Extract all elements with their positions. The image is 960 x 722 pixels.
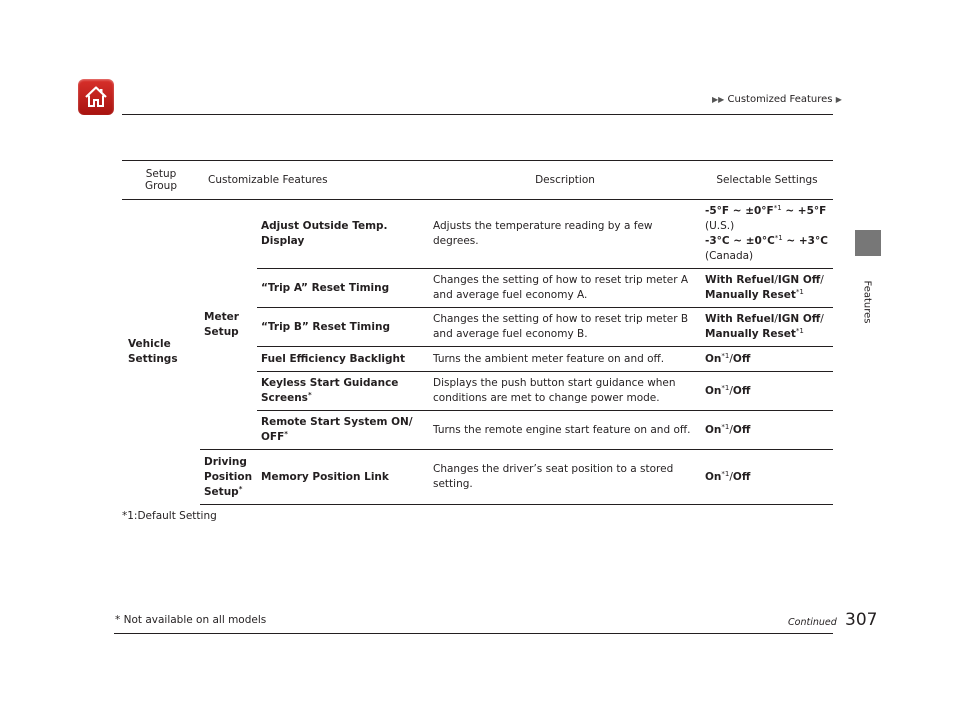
customized-features-table — [122, 160, 833, 505]
section-tab-marker[interactable] — [855, 230, 881, 256]
default-setting-footnote: *1:Default Setting — [122, 510, 217, 522]
desc-remote-start-system: Turns the remote engine start feature on and off. — [429, 411, 701, 450]
header-description: Description — [429, 161, 701, 200]
desc-adjust-outside-temp: Adjusts the temperature reading by a few degrees. — [433, 220, 653, 247]
footer-rule — [114, 633, 833, 634]
settings-trip-a-reset: With Refuel/IGN Off/ Manually Reset$^{*1}$ — [701, 269, 833, 308]
home-icon — [83, 84, 109, 110]
feature-fuel-efficiency-backlight: Fuel Efficiency Backlight — [257, 347, 429, 372]
desc-keyless-start-guidance: Displays the push button start guidance when conditions are met to change power mode. — [429, 372, 701, 411]
feature-keyless-start-guidance: Keyless Start Guidance Screens* — [257, 372, 429, 411]
desc-fuel-efficiency-backlight: Turns the ambient meter feature on and off. — [429, 347, 701, 372]
continued-label: Continued — [788, 617, 837, 628]
page-number: 307 — [845, 610, 878, 630]
settings-trip-b-reset: With Refuel/IGN Off/ Manually Reset$^{*1}$ — [701, 308, 833, 347]
settings-remote-start-system: On$^{*1}$/Off — [701, 411, 833, 450]
feature-memory-position-link: Memory Position Link — [257, 450, 429, 505]
header-selectable-settings: Selectable Settings — [701, 161, 833, 200]
subgroup-meter-setup: Meter Setup — [204, 310, 239, 338]
breadcrumb-end-arrow-icon: ▶ — [835, 95, 842, 104]
subgroup-driving-position-setup: Driving Position Setup* — [200, 450, 257, 505]
settings-fuel-efficiency-backlight: On$^{*1}$/Off — [701, 347, 833, 372]
settings-memory-position-link: On$^{*1}$/Off — [701, 450, 833, 505]
feature-remote-start-system: Remote Start System ON/ OFF* — [257, 411, 429, 450]
settings-adjust-outside-temp: -5°F ~ $\pm 0^\circ F^{*1}$ ~ +5°F (U.S.) -3°C ~ $\pm 0^\circ C^{*1}$ ~ +3°C (Canada) — [705, 204, 828, 262]
availability-note: * Not available on all models — [115, 614, 267, 626]
header-setup-group: Setup Group — [122, 161, 200, 200]
group-vehicle-settings: Vehicle Settings — [128, 338, 178, 366]
feature-trip-a-reset: “Trip A” Reset Timing — [257, 269, 429, 308]
home-button[interactable] — [78, 79, 114, 115]
breadcrumb-label[interactable]: Customized Features — [727, 94, 833, 105]
desc-memory-position-link: Changes the driver’s seat position to a stored setting. — [429, 450, 701, 505]
section-tab-label: Features — [861, 280, 873, 324]
feature-adjust-outside-temp: Adjust Outside Temp. Display — [261, 220, 388, 247]
breadcrumb-arrows-icon: ▶▶ — [712, 95, 725, 104]
breadcrumb[interactable] — [712, 94, 842, 105]
header-customizable-features: Customizable Features — [200, 161, 429, 200]
header-rule — [122, 114, 833, 115]
settings-keyless-start-guidance: On$^{*1}$/Off — [701, 372, 833, 411]
desc-trip-a-reset: Changes the setting of how to reset trip meter A and average fuel economy A. — [429, 269, 701, 308]
feature-trip-b-reset: “Trip B” Reset Timing — [257, 308, 429, 347]
desc-trip-b-reset: Changes the setting of how to reset trip meter B and average fuel economy B. — [429, 308, 701, 347]
